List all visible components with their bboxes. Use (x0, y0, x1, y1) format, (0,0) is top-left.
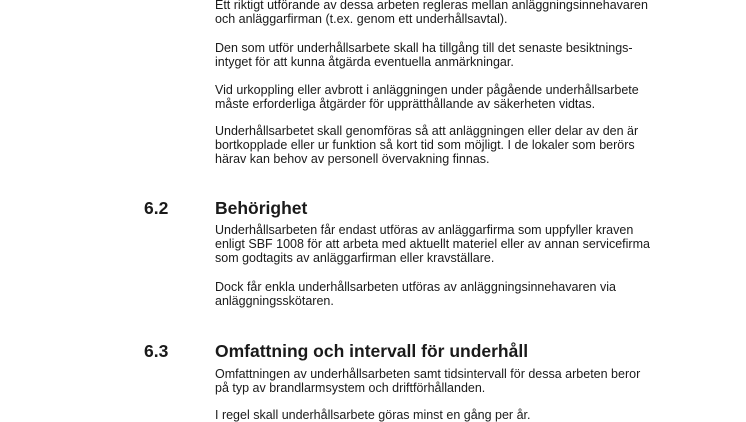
section-heading: Behörighet (215, 198, 308, 218)
intro-paragraph-1: Ett riktigt utförande av dessa arbeten regleras mellan anläggningsinnehavaren och anläggarfirman (t.ex. genom ett underhållsavtal). (215, 0, 648, 26)
section-6-2-paragraph-1: Underhållsarbeten får endast utföras av anläggarfirma som uppfyller kraven enligt SBF 1008 för att arbeta med aktuellt materiel eller av annan servicefirma som godtagits av anläggarfirman eller kravställare. (215, 223, 650, 265)
intro-paragraph-3: Vid urkoppling eller avbrott i anläggningen under pågående underhållsarbete måste erforderliga åtgärder för upprätthållande av säkerheten vidtas. (215, 83, 639, 111)
section-number: 6.3 (144, 341, 169, 361)
section-number: 6.2 (144, 198, 169, 218)
intro-paragraph-2: Den som utför underhållsarbete skall ha tillgång till det senaste besiktnings- intyget för att kunna åtgärda eventuella anmärkningar. (215, 41, 633, 69)
section-6-2-paragraph-2: Dock får enkla underhållsarbeten utföras av anläggningsinnehavaren via anläggningsskötaren. (215, 280, 616, 308)
section-heading: Omfattning och intervall för underhåll (215, 341, 529, 361)
section-6-3-paragraph-2: I regel skall underhållsarbete göras minst en gång per år. (215, 408, 531, 422)
intro-paragraph-4: Underhållsarbetet skall genomföras så att anläggningen eller delar av den är bortkopplade eller ur funktion så kort tid som möjligt. I de lokaler som berörs härav kan behov av personell övervakning finnas. (215, 124, 639, 166)
section-6-3-paragraph-1: Omfattningen av underhållsarbeten samt tidsintervall för dessa arbeten beror på typ av brandlarmsystem och driftförhållanden. (215, 367, 641, 395)
